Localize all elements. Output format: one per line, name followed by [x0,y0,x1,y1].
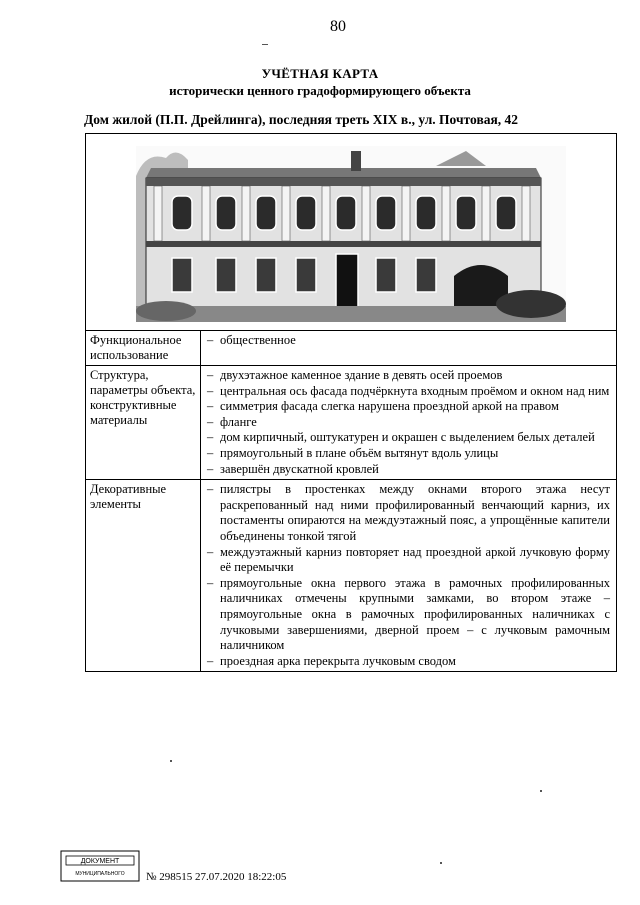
document-subtitle: исторически ценного градоформирующего объекта [169,83,471,98]
scan-speck [170,760,172,762]
table-row [86,480,616,671]
object-name: Дом жилой (П.П. Дрейлинга), последняя треть XIX в., ул. Почтовая, 42 [84,112,519,127]
row-label: Функциональное использование [86,331,201,365]
title-block [0,66,640,99]
stamp-text: ДОКУМЕНТ [80,858,120,865]
list-item: – прямоугольные окна первого этажа в рамочных профилированных наличниках отмечены крупными замками, во втором этаже – прямоугольные окна в рамочных профилированных наличниках с лучковыми завершениями, дверной проем – с лучковым рамочным наличником [207,575,610,653]
scan-speck [262,44,268,45]
list-item: – междуэтажный карниз повторяет над проездной аркой лучковую форму её перемычки [207,544,610,575]
record-card-table [85,133,617,672]
list-item: – проездная арка перекрыта лучковым сводом [207,653,456,668]
building-photo [136,146,566,322]
scan-speck [440,862,442,864]
list-item: – фланге [207,414,257,429]
photo-cell [86,134,616,331]
row-label: Структура, параметры объекта, конструктивные материалы [86,366,201,479]
list-item: – дом кирпичный, оштукатурен и окрашен с выделением белых деталей [207,430,595,445]
row-content [201,331,616,365]
row-content [201,366,616,479]
electronic-signature-stamp [60,850,140,887]
scan-speck [540,790,542,792]
page-number: 80 [330,18,346,35]
row-label: Декоративные элементы [86,480,201,671]
row-content [201,480,616,671]
list-item: – пилястры в простенках между окнами второго этажа несут раскрепованный над ними профилированный венчающий карниз, их постаменты опираются на междуэтажный пояс, а упрощённые капители объединены тонкой тягой [207,482,610,543]
table-row [86,331,616,366]
document-registration-info: № 298515 27.07.2020 18:22:05 [146,871,287,883]
list-item: – завершён двускатной кровлей [207,461,379,476]
list-item: – прямоугольный в плане объём вытянут вдоль улицы [207,445,499,460]
list-item: – центральная ось фасада подчёркнута входным проёмом и окном над ним [207,383,610,398]
table-row [86,366,616,480]
stamp-subtext: МУНИЦИПАЛЬНОГО [75,871,125,877]
document-title: УЧЁТНАЯ КАРТА [261,66,379,81]
list-item: – двухэтажное каменное здание в девять осей проемов [207,368,503,382]
list-item: – общественное [207,333,296,347]
list-item: – симметрия фасада слегка нарушена проездной аркой на правом [207,399,559,414]
